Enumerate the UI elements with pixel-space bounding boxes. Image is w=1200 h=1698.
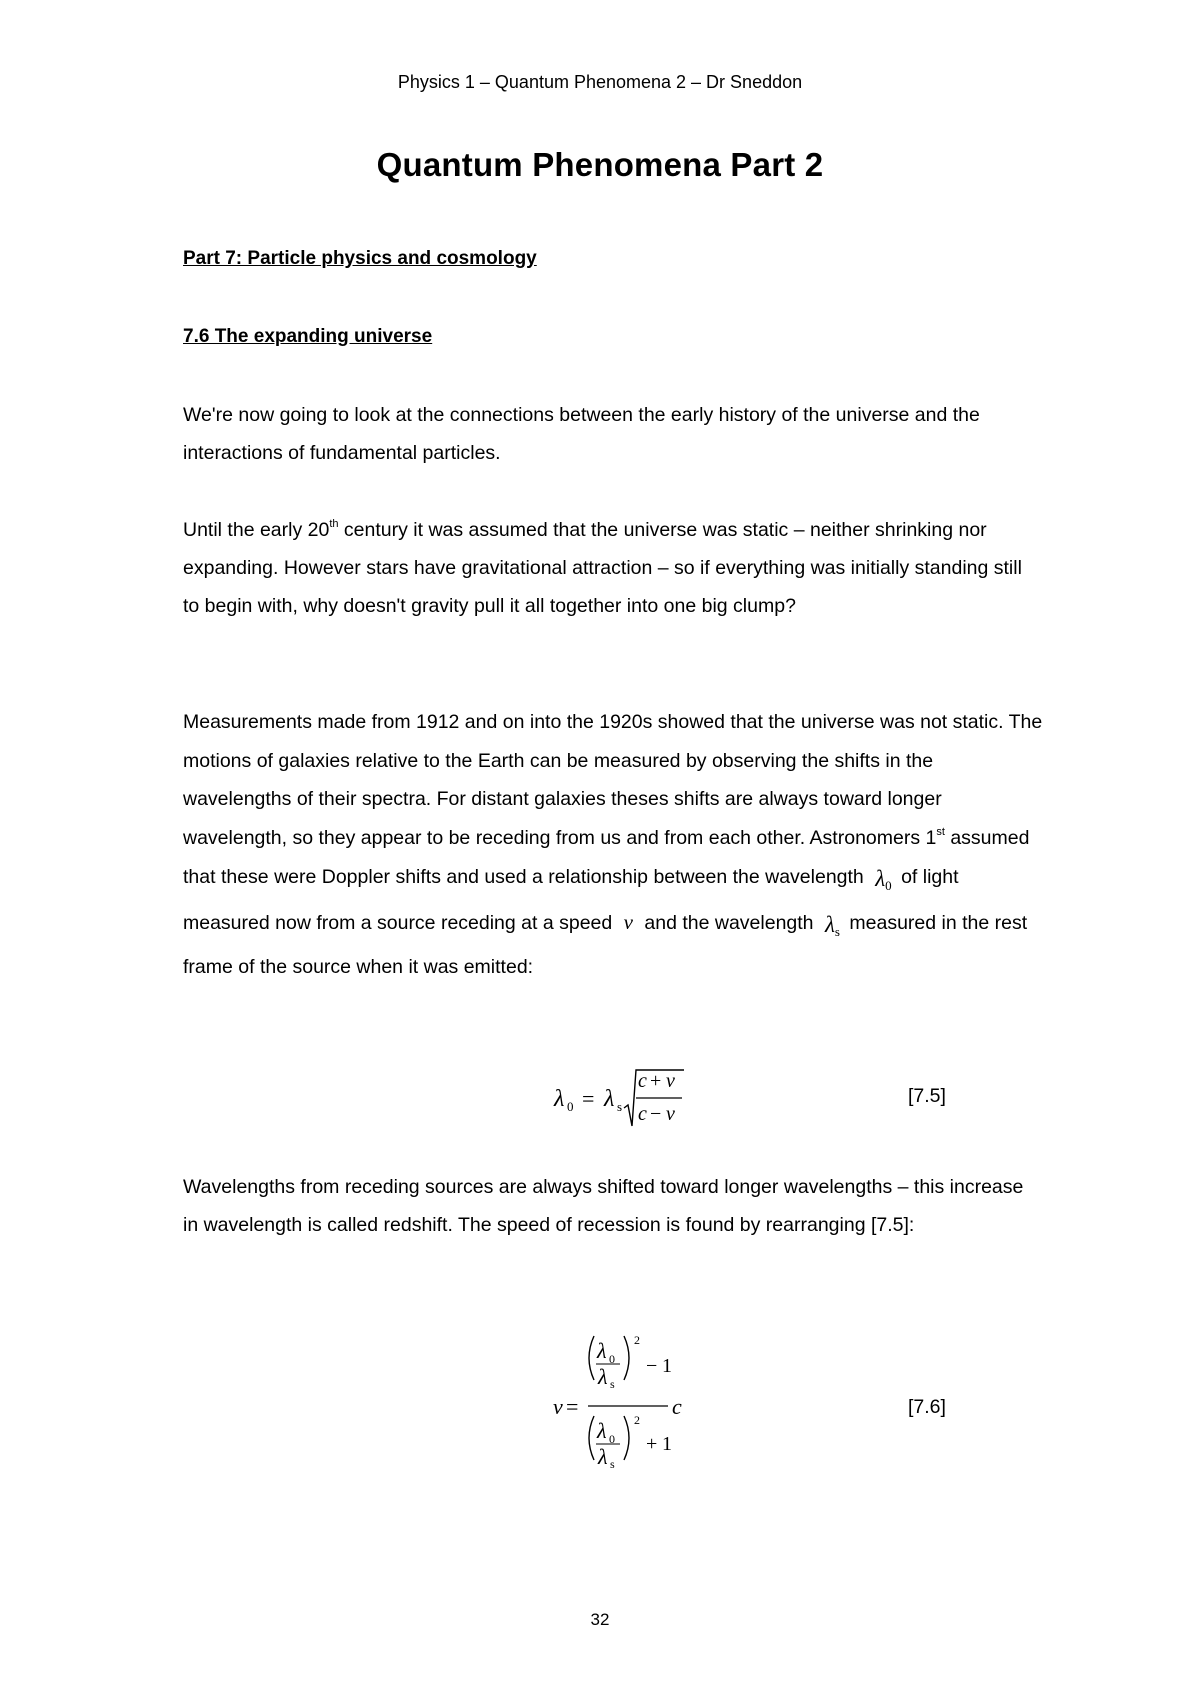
subscript: 0 [885,878,892,893]
equals-sign: = [566,1394,579,1419]
v-symbol: v [553,1394,563,1419]
text: Until the early 20 [183,519,330,541]
text: of light measured now from a source receding at a speed [183,866,959,934]
lambda: λ [597,1418,607,1443]
plus-sign: + [646,1433,658,1455]
lambda-s-symbol [825,912,840,937]
paragraph-static-universe [183,511,1043,625]
subscript: s [610,1377,615,1391]
left-paren [589,1416,594,1460]
equation-7-5 [550,1062,690,1132]
text: assumed that these were Doppler shifts and used a relationship between the wavelength [183,826,1030,888]
lambda: λ [824,911,835,937]
page-title: Quantum Phenomena Part 2 [376,146,824,183]
lambda: λ [875,866,886,891]
lambda: λ [597,1338,607,1363]
running-header: Physics 1 – Quantum Phenomena 2 – Dr Sneddon [397,72,803,92]
text: and the wavelength [638,911,819,934]
c-symbol: c [672,1394,682,1419]
text: Measurements made from 1912 and on into the 1920s showed that the universe was not static. The motions of galaxies relative to the Earth can be measured by observing the shifts in the wavelengths of their spectra. For distant galaxies theses shifts are always toward longer wavelength, so they appear to be receding from us and from each other. Astronomers 1 [183,711,1043,849]
lambda-0-symbol [875,866,891,891]
equals-sign: = [582,1086,595,1111]
denominator-v: v [666,1103,675,1125]
superscript: th [329,518,339,530]
equation-number-7-6: [7.6] [908,1396,946,1418]
minus-sign: − [646,1355,658,1377]
right-paren [624,1336,629,1380]
paragraph-measurements [183,703,1043,987]
page-number: 32 [590,1610,610,1629]
lambda: λ [554,1086,565,1112]
numerator-c: c [638,1070,647,1092]
subscript: s [617,1099,623,1114]
text: measured in the rest frame of the source when it was emitted: [183,911,1028,978]
equation-number-7-5: [7.5] [908,1085,946,1107]
exponent: 2 [634,1333,640,1347]
lambda: λ [598,1364,608,1389]
paragraph-intro: We're now going to look at the connections between the early history of the universe and the interactions of fundamental particles. [183,404,980,464]
subscript: 0 [609,1352,615,1366]
subscript: 0 [609,1432,615,1446]
exponent: 2 [634,1413,640,1427]
v-symbol: v [623,909,633,934]
lambda: λ [598,1444,608,1469]
part-heading: Part 7: Particle physics and cosmology [183,248,537,269]
numerator-v: v [666,1070,675,1092]
paragraph-redshift: Wavelengths from receding sources are always shifted toward longer wavelengths – this increase in wavelength is called redshift. The speed of recession is found by rearranging [7.5]: [183,1176,1024,1236]
subscript: 0 [567,1099,574,1114]
minus-sign: − [650,1103,662,1125]
right-paren [624,1416,629,1460]
left-paren [589,1336,594,1380]
one: 1 [662,1433,672,1455]
subscript: s [610,1457,615,1471]
section-heading: 7.6 The expanding universe [183,326,433,347]
lambda: λ [604,1086,615,1112]
subscript: s [834,923,840,939]
superscript: st [936,825,945,838]
text: century it was assumed that the universe was static – neither shrinking nor expanding. However stars have gravitational attraction – so if everything was initially standing still to begin with, why doesn't gravity pull it all together into one big clump? [183,519,1022,617]
equation-7-6 [550,1330,700,1490]
denominator-c: c [638,1103,647,1125]
plus-sign: + [650,1070,662,1092]
one: 1 [662,1355,672,1377]
